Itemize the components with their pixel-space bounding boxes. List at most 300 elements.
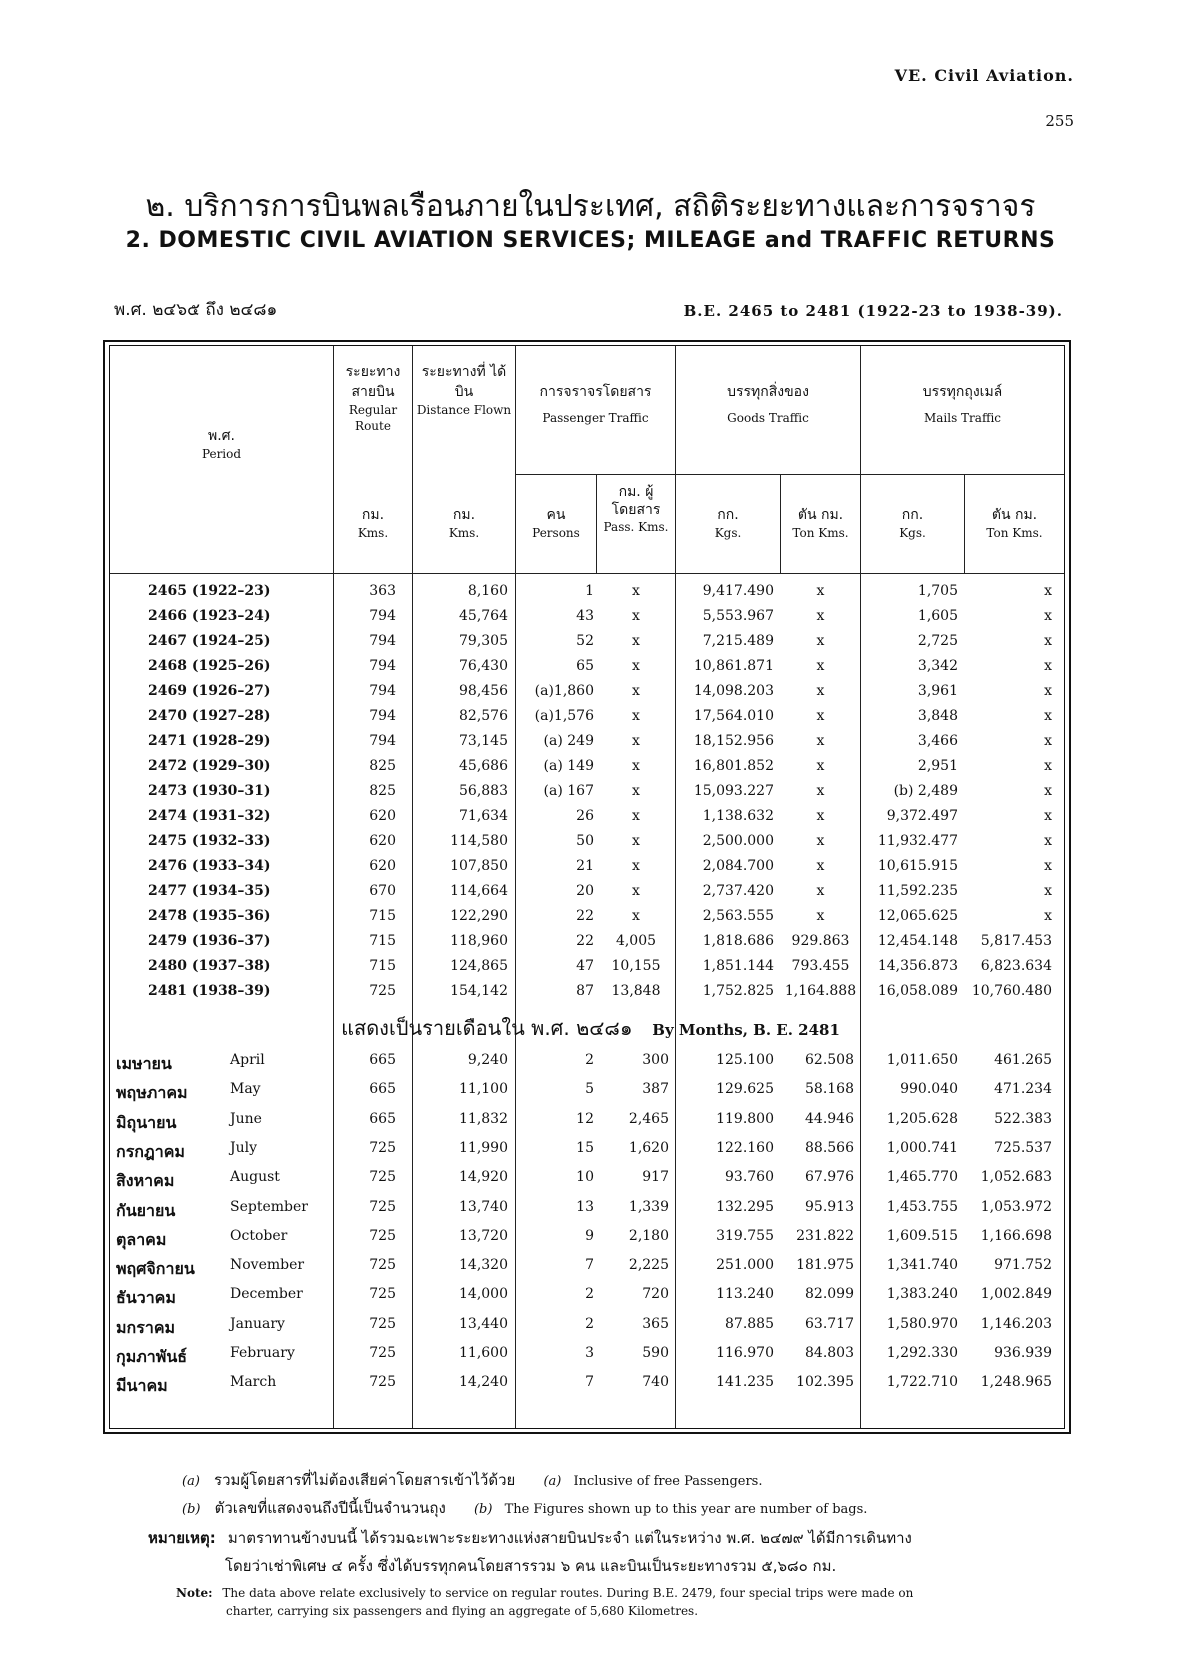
header-bottom-rule [110,573,1064,574]
header-mails-traffic: บรรทุกถุงเมล์ Mails Traffic [922,384,1003,425]
table-row [110,958,1064,982]
flown-cell: 11,990 [459,1139,508,1156]
table-row [110,933,1064,957]
flown-cell: 45,764 [459,608,508,624]
goods-tonkms-cell: x [816,808,825,824]
pass-kms-cell: 2,180 [628,1227,669,1244]
monthly-caption-thai: แสดงเป็นรายเดือนใน พ.ศ. ๒๔๘๑ [341,1016,633,1040]
period-cell: 2479 (1936–37) [148,933,271,949]
table-row [110,1374,1064,1402]
goods-tonkms-cell: 88.566 [805,1139,854,1156]
mails-tonkms-cell: 1,002.849 [980,1286,1052,1303]
month-english-cell: September [230,1198,308,1215]
pass-kms-cell: 13,848 [611,983,661,999]
section-title: VE. Civil Aviation. [894,66,1074,85]
table-row [110,1228,1064,1256]
period-cell: 2480 (1937–38) [148,958,271,974]
route-cell: 670 [369,883,396,899]
mails-tonkms-cell: x [1044,708,1052,724]
mails-tonkms-cell: 461.265 [994,1052,1052,1068]
table-row [110,1052,1064,1080]
pass-kms-cell: x [632,633,640,649]
goods-tonkms-cell: 82.099 [805,1286,854,1303]
pass-kms-cell: 1,339 [628,1198,669,1215]
pass-kms-cell: x [632,783,640,799]
period-cell: 2475 (1932–33) [148,833,271,849]
month-english-cell: April [230,1052,265,1068]
month-thai-cell: กันยายน [116,1200,176,1220]
month-thai-cell: พฤษภาคม [116,1083,188,1103]
page-number: 255 [1045,112,1074,130]
persons-cell: 12 [576,1110,594,1127]
pass-kms-cell: 365 [642,1315,669,1332]
goods-tonkms-cell: 44.946 [805,1110,854,1127]
mails-tonkms-cell: 1,146.203 [980,1315,1052,1332]
flown-cell: 13,740 [459,1198,508,1215]
goods-kgs-cell: 17,564.010 [693,708,774,724]
table-row [110,658,1064,682]
route-cell: 725 [369,1169,396,1186]
pass-kms-cell: x [632,858,640,874]
persons-cell: 1 [585,583,594,599]
route-cell: 620 [369,858,396,874]
month-thai-cell: เมษายน [116,1054,172,1073]
mails-kgs-cell: 1,383.240 [886,1286,958,1303]
persons-cell: 20 [576,883,594,899]
table-row [110,1199,1064,1227]
flown-cell: 118,960 [450,933,508,949]
table-title-english: 2. DOMESTIC CIVIL AVIATION SERVICES; MILEAGE and TRAFFIC RETURNS [125,228,1056,253]
table-row [110,633,1064,657]
goods-kgs-cell: 87.885 [725,1315,774,1332]
flown-cell: 56,883 [459,783,508,799]
mails-kgs-cell: 11,932.477 [877,833,958,849]
goods-tonkms-cell: x [816,633,825,649]
flown-cell: 82,576 [459,708,508,724]
goods-kgs-cell: 2,084.700 [702,858,774,874]
goods-tonkms-cell: 102.395 [796,1374,854,1391]
table-row [110,583,1064,607]
mails-kgs-cell: 1,722.710 [886,1374,958,1391]
flown-cell: 14,920 [459,1169,508,1186]
persons-cell: (a) 167 [543,783,594,799]
mails-kgs-cell: 1,465.770 [886,1169,958,1186]
goods-kgs-cell: 119.800 [716,1110,774,1127]
flown-cell: 45,686 [459,758,508,774]
persons-cell: (a)1,576 [534,708,594,724]
route-cell: 725 [369,1315,396,1332]
mails-kgs-cell: 3,466 [917,733,958,749]
route-cell: 794 [369,683,396,699]
goods-kgs-cell: 129.625 [716,1081,774,1098]
month-english-cell: October [230,1227,288,1244]
table-row [110,783,1064,807]
persons-cell: 7 [585,1257,594,1274]
goods-kgs-cell: 16,801.852 [693,758,774,774]
flown-cell: 8,160 [467,583,508,599]
header-distance-flown: ระยะทางที่ ได้บิน Distance Flown [416,364,512,417]
flown-cell: 114,580 [450,833,508,849]
route-cell: 665 [369,1081,396,1098]
persons-cell: 26 [576,808,594,824]
month-thai-cell: กุมภาพันธ์ [116,1347,188,1366]
persons-cell: 87 [576,983,594,999]
flown-cell: 122,290 [450,908,508,924]
route-cell: 725 [369,1286,396,1303]
mails-kgs-cell: 12,454.148 [877,933,958,949]
unit-persons: คน Persons [532,507,580,540]
goods-tonkms-cell: x [816,833,825,849]
mails-kgs-cell: 1,705 [917,583,958,599]
unit-pass-kms: กม. ผู้โดยสาร Pass. Kms. [603,484,669,534]
goods-tonkms-cell: x [816,608,825,624]
goods-kgs-cell: 113.240 [716,1286,774,1303]
unit-mails-tonkms: ตัน กม. Ton Kms. [986,507,1043,540]
goods-tonkms-cell: 62.508 [805,1052,854,1068]
pass-kms-cell: x [632,833,640,849]
goods-tonkms-cell: x [816,658,825,674]
pass-kms-cell: 917 [642,1169,669,1186]
month-thai-cell: มกราคม [116,1317,176,1337]
pass-kms-cell: x [632,708,640,724]
route-cell: 794 [369,658,396,674]
mails-kgs-cell: 990.040 [900,1081,958,1098]
goods-tonkms-cell: x [816,758,825,774]
mails-kgs-cell: 3,961 [917,683,958,699]
goods-tonkms-cell: 793.455 [791,958,850,974]
route-cell: 665 [369,1052,396,1068]
goods-tonkms-cell: x [816,908,825,924]
flown-cell: 73,145 [459,733,508,749]
goods-kgs-cell: 1,851.144 [702,958,774,974]
period-cell: 2468 (1925–26) [148,658,271,674]
route-cell: 725 [369,1198,396,1215]
persons-cell: 2 [585,1315,594,1332]
table-row [110,833,1064,857]
mails-tonkms-cell: 936.939 [994,1345,1052,1361]
persons-cell: 2 [585,1286,594,1303]
goods-kgs-cell: 2,500.000 [702,833,774,849]
mails-tonkms-cell: x [1044,783,1052,799]
flown-cell: 114,664 [450,883,508,899]
goods-kgs-cell: 132.295 [716,1198,774,1215]
header-goods-traffic: บรรทุกสิ่งของ Goods Traffic [727,384,809,425]
route-cell: 715 [369,958,396,974]
route-cell: 620 [369,833,396,849]
pass-kms-cell: x [632,908,640,924]
mails-kgs-cell: 10,615.915 [877,858,958,874]
persons-cell: 65 [576,658,594,674]
header-period: พ.ศ. Period [201,428,242,461]
table-row [110,983,1064,1007]
note-english-line-2: charter, carrying six passengers and flying an aggregate of 5,680 Kilometres. [226,1604,699,1618]
month-thai-cell: ธันวาคม [116,1288,176,1308]
unit-goods-kgs: กก. Kgs. [714,507,742,540]
mails-kgs-cell: 9,372.497 [886,808,958,824]
persons-cell: 22 [576,933,594,949]
route-cell: 715 [369,908,396,924]
mails-tonkms-cell: 1,053.972 [980,1198,1052,1215]
mails-tonkms-cell: x [1044,808,1052,824]
mails-tonkms-cell: 6,823.634 [980,958,1052,974]
mails-tonkms-cell: 5,817.453 [980,933,1052,949]
monthly-caption [0,1012,1181,1044]
flown-cell: 107,850 [450,858,508,874]
month-thai-cell: มีนาคม [116,1376,168,1396]
route-cell: 794 [369,608,396,624]
month-english-cell: August [230,1169,280,1186]
goods-tonkms-cell: 63.717 [805,1315,854,1332]
remark-thai-line-1: หมายเหตุ: มาตราทานข้างบนนี้ ได้รวมฉะเพาะระยะทางแห่งสายบินประจำ แต่ในระหว่าง พ.ศ. ๒๔๗๙ ได้มีการเดินทาง [148,1529,912,1547]
pass-kms-cell: 10,155 [611,958,661,974]
mails-tonkms-cell: x [1044,758,1052,774]
table-row [110,1111,1064,1139]
table-row [110,1345,1064,1373]
pass-kms-cell: 2,465 [628,1110,669,1127]
route-cell: 794 [369,708,396,724]
goods-kgs-cell: 125.100 [716,1052,774,1068]
goods-tonkms-cell: x [816,683,825,699]
table-row [110,1169,1064,1197]
goods-tonkms-cell: 181.975 [796,1257,854,1274]
mails-tonkms-cell: x [1044,683,1052,699]
mails-kgs-cell: 1,609.515 [886,1227,958,1244]
persons-cell: (a)1,860 [534,683,594,699]
header-passenger-traffic: การจราจรโดยสาร Passenger Traffic [539,384,652,425]
flown-cell: 14,320 [459,1257,508,1274]
route-cell: 825 [369,758,396,774]
mails-kgs-cell: 2,951 [917,758,958,774]
persons-cell: 50 [576,833,594,849]
mails-tonkms-cell: 10,760.480 [971,983,1052,999]
mails-kgs-cell: 12,065.625 [877,908,958,924]
mails-kgs-cell: 1,453.755 [886,1198,958,1215]
month-english-cell: December [230,1286,303,1303]
goods-kgs-cell: 14,098.203 [693,683,774,699]
table-title-thai: ๒. บริการการบินพลเรือนภายในประเทศ, สถิติระยะทางและการจราจร [145,189,1036,224]
mails-tonkms-cell: x [1044,908,1052,924]
persons-cell: 10 [576,1169,594,1186]
mails-tonkms-cell: x [1044,833,1052,849]
mails-kgs-cell: 1,011.650 [886,1052,958,1068]
flown-cell: 154,142 [450,983,508,999]
mails-tonkms-cell: 471.234 [994,1081,1052,1098]
pass-kms-cell: x [632,733,640,749]
flown-cell: 124,865 [450,958,508,974]
persons-cell: 5 [585,1081,594,1098]
month-english-cell: July [230,1139,258,1156]
table-row [110,708,1064,732]
flown-cell: 76,430 [459,658,508,674]
table-row [110,808,1064,832]
flown-cell: 13,720 [459,1227,508,1244]
route-cell: 794 [369,733,396,749]
goods-tonkms-cell: 58.168 [805,1081,854,1098]
month-english-cell: January [230,1315,285,1332]
month-thai-cell: กรกฎาคม [116,1141,185,1161]
period-cell: 2481 (1938–39) [148,983,271,999]
month-english-cell: November [230,1257,305,1274]
table-row [110,1286,1064,1314]
month-english-cell: May [230,1081,261,1098]
route-cell: 620 [369,808,396,824]
mails-tonkms-cell: x [1044,633,1052,649]
persons-cell: 2 [585,1052,594,1068]
month-thai-cell: มิถุนายน [116,1112,177,1132]
footnote-b: (b) ตัวเลขที่แสดงจนถึงปีนี้เป็นจำนวนถุง (b) The Figures shown up to this year are number of bags. [182,1499,868,1517]
goods-kgs-cell: 93.760 [725,1169,774,1186]
mails-kgs-cell: (b) 2,489 [893,783,958,799]
date-range-english: B.E. 2465 to 2481 (1922-23 to 1938-39). [683,302,1063,320]
mails-kgs-cell: 2,725 [917,633,958,649]
goods-kgs-cell: 10,861.871 [693,658,774,674]
mails-kgs-cell: 1,000.741 [886,1139,958,1156]
flown-cell: 13,440 [459,1315,508,1332]
goods-kgs-cell: 319.755 [716,1227,774,1244]
flown-cell: 14,240 [459,1374,508,1391]
mails-kgs-cell: 11,592.235 [877,883,958,899]
mails-tonkms-cell: x [1044,608,1052,624]
goods-tonkms-cell: x [816,883,825,899]
mails-tonkms-cell: x [1044,733,1052,749]
period-cell: 2474 (1931–32) [148,808,271,824]
mails-tonkms-cell: 971.752 [994,1257,1052,1274]
goods-tonkms-cell: x [816,583,825,599]
route-cell: 725 [369,1345,396,1361]
goods-tonkms-cell: 231.822 [796,1227,854,1244]
table-row [110,908,1064,932]
mails-tonkms-cell: 522.383 [994,1110,1052,1127]
mails-kgs-cell: 1,580.970 [886,1315,958,1332]
unit-flown: กม. Kms. [448,507,480,540]
footnote-a: (a) รวมผู้โดยสารที่ไม่ต้องเสียค่าโดยสารเข้าไว้ด้วย (a) Inclusive of free Passengers. [182,1471,763,1489]
mails-kgs-cell: 1,341.740 [886,1257,958,1274]
persons-cell: 9 [585,1227,594,1244]
flown-cell: 79,305 [459,633,508,649]
pass-kms-cell: x [632,583,640,599]
pass-kms-cell: x [632,658,640,674]
pass-kms-cell: x [632,683,640,699]
goods-kgs-cell: 2,737.420 [702,883,774,899]
period-cell: 2469 (1926–27) [148,683,271,699]
pass-kms-cell: 720 [642,1286,669,1303]
mails-kgs-cell: 1,605 [917,608,958,624]
date-range-thai: พ.ศ. ๒๔๖๕ ถึง ๒๔๘๑ [114,300,278,320]
goods-kgs-cell: 9,417.490 [702,583,774,599]
route-cell: 794 [369,633,396,649]
route-cell: 665 [369,1110,396,1127]
goods-tonkms-cell: 84.803 [805,1345,854,1361]
goods-tonkms-cell: 67.976 [805,1169,854,1186]
pass-kms-cell: x [632,758,640,774]
period-cell: 2465 (1922–23) [148,583,271,599]
unit-route: กม. Kms. [357,507,389,540]
flown-cell: 11,832 [459,1110,508,1127]
persons-cell: 43 [576,608,594,624]
mails-tonkms-cell: 1,166.698 [980,1227,1052,1244]
route-cell: 725 [369,1374,396,1391]
persons-cell: 15 [576,1139,594,1156]
goods-tonkms-cell: x [816,783,825,799]
goods-tonkms-cell: 1,164.888 [784,983,857,999]
persons-cell: (a) 249 [543,733,594,749]
goods-tonkms-cell: x [816,733,825,749]
month-english-cell: June [230,1110,262,1127]
persons-cell: (a) 149 [543,758,594,774]
pass-kms-cell: 300 [642,1052,669,1068]
mails-tonkms-cell: 1,052.683 [980,1169,1052,1186]
persons-cell: 7 [585,1374,594,1391]
route-cell: 715 [369,933,396,949]
goods-kgs-cell: 141.235 [716,1374,774,1391]
goods-tonkms-cell: x [816,708,825,724]
pass-kms-cell: 590 [642,1345,669,1361]
persons-cell: 22 [576,908,594,924]
pass-kms-cell: x [632,883,640,899]
goods-kgs-cell: 15,093.227 [693,783,774,799]
flown-cell: 14,000 [459,1286,508,1303]
mails-kgs-cell: 14,356.873 [877,958,958,974]
goods-tonkms-cell: 929.863 [791,933,850,949]
route-cell: 825 [369,783,396,799]
table-row [110,608,1064,632]
table-row [110,1316,1064,1344]
mails-tonkms-cell: x [1044,858,1052,874]
month-thai-cell: พฤศจิกายน [116,1259,195,1279]
flown-cell: 98,456 [459,683,508,699]
mails-kgs-cell: 3,848 [917,708,958,724]
flown-cell: 11,100 [459,1081,508,1098]
period-cell: 2472 (1929–30) [148,758,271,774]
goods-kgs-cell: 2,563.555 [702,908,774,924]
goods-kgs-cell: 1,752.825 [702,983,774,999]
header-regular-route: ระยะทาง สายบิน Regular Route [345,364,401,433]
mails-kgs-cell: 1,292.330 [886,1345,958,1361]
mails-tonkms-cell: x [1044,658,1052,674]
table-row [110,1081,1064,1109]
pass-kms-cell: x [632,808,640,824]
period-cell: 2477 (1934–35) [148,883,271,899]
remark-thai-line-2: โดยว่าเช่าพิเศษ ๔ ครั้ง ซึ่งได้บรรทุกคนโดยสารรวม ๖ คน และบินเป็นระยะทางรวม ๕,๖๘๐ กม. [225,1557,837,1575]
table-row [110,1140,1064,1168]
goods-kgs-cell: 5,553.967 [702,608,774,624]
persons-cell: 52 [576,633,594,649]
route-cell: 725 [369,1227,396,1244]
table-row [110,758,1064,782]
header-group-rule [515,474,1064,475]
goods-kgs-cell: 18,152.956 [693,733,774,749]
persons-cell: 21 [576,858,594,874]
unit-mails-kgs: กก. Kgs. [899,507,926,540]
period-cell: 2470 (1927–28) [148,708,271,724]
note-english-line-1: Note: The data above relate exclusively to service on regular routes. During B.E. 2479, four special trips were made on [176,1586,914,1600]
route-cell: 725 [369,983,396,999]
month-english-cell: February [230,1345,295,1361]
mails-tonkms-cell: x [1044,883,1052,899]
pass-kms-cell: 740 [642,1374,669,1391]
flown-cell: 9,240 [467,1052,508,1068]
period-cell: 2467 (1924–25) [148,633,271,649]
mails-tonkms-cell: 1,248.965 [980,1374,1052,1391]
month-thai-cell: สิงหาคม [116,1171,175,1191]
pass-kms-cell: x [632,608,640,624]
mails-kgs-cell: 16,058.089 [877,983,958,999]
goods-tonkms-cell: 95.913 [805,1198,854,1215]
mails-tonkms-cell: 725.537 [994,1139,1052,1156]
period-cell: 2466 (1923–24) [148,608,271,624]
monthly-caption-english: By Months, B. E. 2481 [652,1021,840,1039]
table-row [110,883,1064,907]
